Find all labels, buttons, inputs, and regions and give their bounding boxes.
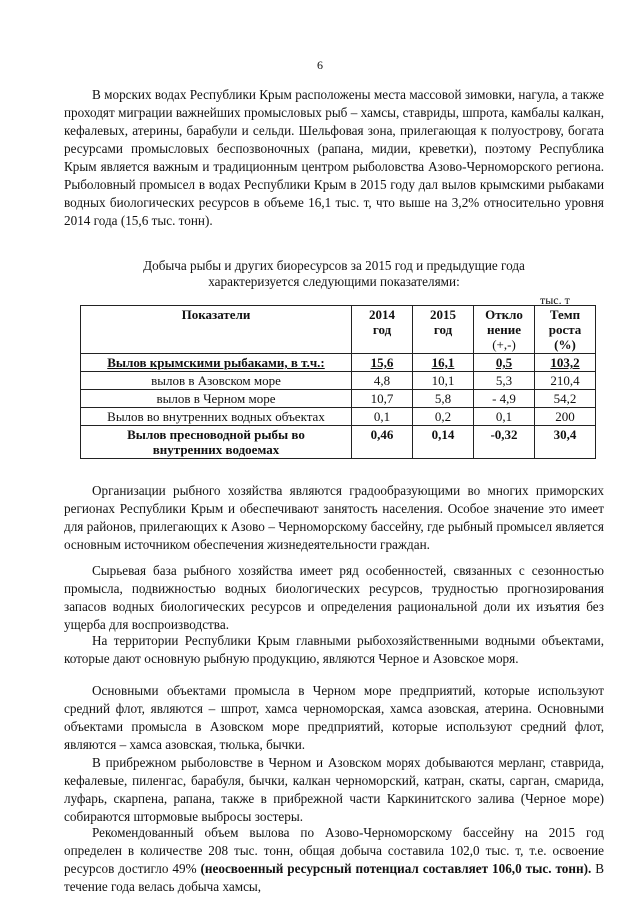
- table-header-row: [81, 306, 596, 354]
- intro-paragraph: [64, 86, 604, 230]
- cell-2014: 10,7: [352, 390, 413, 408]
- row-label: Вылов во внутренних водных объектах: [81, 408, 352, 426]
- cell-rate: 54,2: [535, 390, 596, 408]
- cell-deviation: -0,32: [474, 426, 535, 459]
- table-row: [81, 372, 596, 390]
- paragraph-recommended-volume: Рекомендованный объем вылова по Азово-Черноморскому бассейну на 2015 год определен в количестве 208 тыс. тонн, общая добыча составила 102,0 тыс. т, т.е. освоение ресурсов достигло 49% (неосвоенный ресурсный потенциал составляет 106,0 тыс. тонн). В течение года велась добыча хамсы,: [64, 825, 604, 894]
- cell-2015: 0,14: [413, 426, 474, 459]
- header-2014: 2014 год: [352, 306, 413, 354]
- intro-paragraph-text: В морских водах Республики Крым расположены места массовой зимовки, нагула, а также проходят миграции важнейших промысловых рыб – хамсы, ставриды, шпрота, камбалы калкан, кефалевых, атерины, барабули и сельди. Шельфовая зона, прилегающая к полуострову, богата ресурсами промысловых беспозвоночных (рапана, мидии, креветки), поэтому Республика Крым является важным и традиционным центром рыболовства Азово-Черноморского региона. Рыболовный промысел в водах Республики Крым в 2015 году дал вылов крымскими рыбаками водных биологических ресурсов в объеме 16,1 тыс. т, что выше на 3,2% относительно уровня 2014 года (15,6 тыс. тонн).: [64, 87, 604, 228]
- header-deviation: Откло нение (+,-): [474, 306, 535, 354]
- cell-2014: 0,46: [352, 426, 413, 459]
- paragraph-raw-material-base: Сырьевая база рыбного хозяйства имеет ряд особенностей, связанных с сезонностью промысла, подвижностью водных биологических ресурсов, трудностью прогнозирования запасов водных биологических ресурсов и определения рациональной доли их изъятия без ущерба для воспроизводства.: [64, 563, 604, 632]
- table-row: [81, 354, 596, 372]
- page-number: 6: [317, 58, 323, 72]
- cell-deviation: - 4,9: [474, 390, 535, 408]
- cell-rate: 30,4: [535, 426, 596, 459]
- cell-2014: 0,1: [352, 408, 413, 426]
- row-label: Вылов пресноводной рыбы во внутренних водоемах: [81, 426, 352, 459]
- table-unit: тыс. т: [540, 293, 570, 307]
- row-label: вылов в Азовском море: [81, 372, 352, 390]
- table-row: [81, 408, 596, 426]
- table-caption: [64, 258, 604, 290]
- cell-deviation: 0,1: [474, 408, 535, 426]
- paragraph-organizations: Организации рыбного хозяйства являются градообразующими во многих приморских регионах Республики Крым и обеспечивают занятость населения. Особое значение это имеет для районов, прилегающих к Азово – Черноморскому бассейну, где рыбный промысел является основным источником обеспечения жизнедеятельности граждан.: [64, 483, 604, 552]
- row-label: Вылов крымскими рыбаками, в т.ч.:: [81, 354, 352, 372]
- cell-rate: 210,4: [535, 372, 596, 390]
- table-row: [81, 390, 596, 408]
- row-label: вылов в Черном море: [81, 390, 352, 408]
- cell-2015: 10,1: [413, 372, 474, 390]
- catch-table: [80, 305, 596, 459]
- cell-rate: 200: [535, 408, 596, 426]
- header-growth-rate: Темп роста (%): [535, 306, 596, 354]
- cell-2015: 0,2: [413, 408, 474, 426]
- paragraph-fishing-objects: Основными объектами промысла в Черном море предприятий, которые используют средний флот, являются – шпрот, хамса черноморская, хамса азовская, атерина. Основными объектами промысла в Азовском море предприятий, которые используют средний флот, являются – хамса азовская, тюлька, бычки.: [64, 683, 604, 752]
- cell-2014: 15,6: [352, 354, 413, 372]
- table-caption-line2: характеризуется следующими показателями:: [208, 274, 460, 289]
- bold-potential-text: (неосвоенный ресурсный потенциал составляет 106,0 тыс. тонн).: [200, 861, 592, 876]
- cell-2014: 4,8: [352, 372, 413, 390]
- table-caption-line1: Добыча рыбы и других биоресурсов за 2015 год и предыдущие года: [143, 258, 525, 273]
- cell-2015: 16,1: [413, 354, 474, 372]
- header-indicator: Показатели: [81, 306, 352, 354]
- paragraph-coastal-fishing: В прибрежном рыболовстве в Черном и Азовском морях добываются мерланг, ставрида, кефалевые, пиленгас, барабуля, бычки, калкан черноморский, катран, скаты, сарган, смарида, луфарь, скарпена, рапана, также в прибрежной части Каркинитского залива (Черное море) собираются штормовые выбросы зостеры.: [64, 755, 604, 824]
- cell-rate: 103,2: [535, 354, 596, 372]
- paragraph-main-water-bodies: На территории Республики Крым главными рыбохозяйственными водными объектами, которые дают основную рыбную продукцию, являются Черное и Азовское моря.: [64, 633, 604, 666]
- cell-deviation: 5,3: [474, 372, 535, 390]
- cell-deviation: 0,5: [474, 354, 535, 372]
- cell-2015: 5,8: [413, 390, 474, 408]
- table-row: [81, 426, 596, 459]
- header-2015: 2015 год: [413, 306, 474, 354]
